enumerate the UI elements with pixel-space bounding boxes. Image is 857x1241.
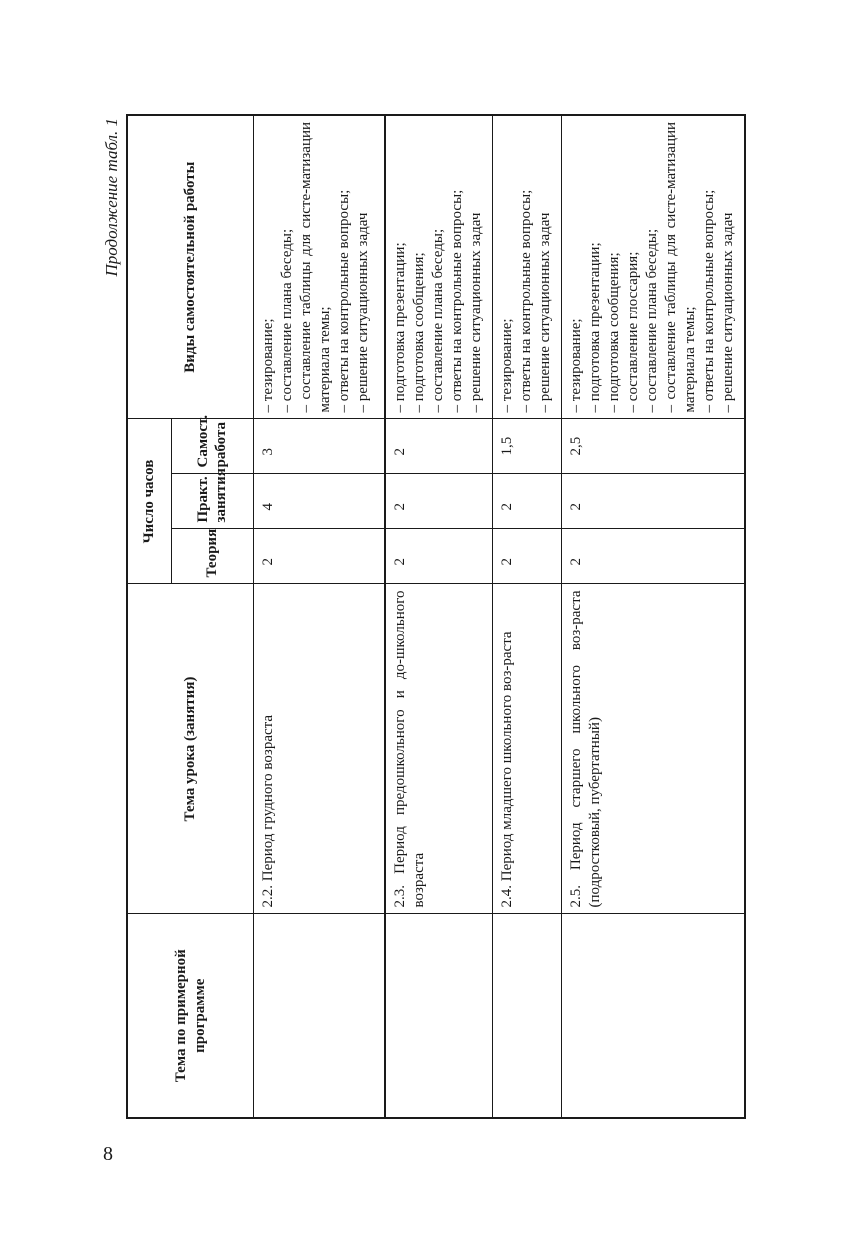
cell-prakt: 2 xyxy=(385,474,493,529)
table-row xyxy=(254,115,386,1118)
header-tema: Тема по примерной программе xyxy=(127,914,254,1118)
list-item: – решение ситуационных задач xyxy=(355,212,371,413)
list-item: – тезирование; xyxy=(499,318,515,413)
list-item: – составление таблицы для систе-матизации материала темы; xyxy=(663,121,698,413)
cell-teoria: 2 xyxy=(385,529,493,584)
work-list xyxy=(567,122,738,413)
list-item: – составление глоссария; xyxy=(625,251,641,413)
table-caption: Продолжение табл. 1 xyxy=(102,118,121,277)
header-samost: Самост. работа xyxy=(172,419,254,474)
cell-vidy xyxy=(562,115,746,419)
cell-teoria: 2 xyxy=(493,529,562,584)
cell-vidy xyxy=(493,115,562,419)
cell-teoria: 2 xyxy=(562,529,746,584)
list-item: – ответы на контрольные вопросы; xyxy=(449,189,465,413)
cell-vidy xyxy=(385,115,493,419)
cell-samost: 2 xyxy=(385,419,493,474)
list-item: – тезирование; xyxy=(260,318,276,413)
cell-samost: 2,5 xyxy=(562,419,746,474)
table-row xyxy=(385,115,493,1118)
cell-teoria: 2 xyxy=(254,529,386,584)
cell-urok: 2.5. Период старшего школьного воз-раста (подростковый, пубертатный) xyxy=(562,584,746,914)
cell-tema xyxy=(493,914,562,1118)
header-urok: Тема урока (занятия) xyxy=(127,584,254,914)
table-row xyxy=(562,115,746,1118)
list-item: – составление таблицы для систе-матизации материала темы; xyxy=(298,121,333,413)
list-item: – составление плана беседы; xyxy=(430,228,446,413)
work-list xyxy=(498,122,555,413)
header-row-top xyxy=(127,115,172,1118)
cell-vidy xyxy=(254,115,386,419)
header-prakt: Практ. занятия xyxy=(172,474,254,529)
list-item: – составление плана беседы; xyxy=(644,228,660,413)
header-vidy: Виды самостоятельной работы xyxy=(127,115,254,419)
curriculum-table xyxy=(126,114,746,1119)
header-teoria: Теория xyxy=(172,529,254,584)
cell-prakt: 2 xyxy=(562,474,746,529)
header-hours-group: Число часов xyxy=(127,419,172,584)
list-item: – составление плана беседы; xyxy=(279,228,295,413)
list-item: – подготовка презентации; xyxy=(587,242,603,413)
list-item: – подготовка презентации; xyxy=(392,242,408,413)
page-number: 8 xyxy=(103,1143,113,1165)
work-list xyxy=(259,122,373,413)
cell-urok: 2.2. Период грудного возраста xyxy=(254,584,386,914)
cell-tema xyxy=(254,914,386,1118)
cell-tema xyxy=(385,914,493,1118)
cell-tema xyxy=(562,914,746,1118)
table-row xyxy=(493,115,562,1118)
cell-prakt: 4 xyxy=(254,474,386,529)
list-item: – ответы на контрольные вопросы; xyxy=(701,189,717,413)
work-list xyxy=(391,122,486,413)
list-item: – подготовка сообщения; xyxy=(411,252,427,413)
list-item: – решение ситуационных задач xyxy=(720,212,736,413)
cell-urok: 2.4. Период младшего школьного воз-раста xyxy=(493,584,562,914)
list-item: – тезирование; xyxy=(568,318,584,413)
list-item: – решение ситуационных задач xyxy=(468,212,484,413)
list-item: – подготовка сообщения; xyxy=(606,252,622,413)
cell-urok: 2.3. Период предошкольного и до-школьного возраста xyxy=(385,584,493,914)
cell-samost: 1,5 xyxy=(493,419,562,474)
list-item: – решение ситуационных задач xyxy=(537,212,553,413)
list-item: – ответы на контрольные вопросы; xyxy=(518,189,534,413)
cell-samost: 3 xyxy=(254,419,386,474)
rotated-page-content xyxy=(100,116,768,1119)
list-item: – ответы на контрольные вопросы; xyxy=(336,189,352,413)
cell-prakt: 2 xyxy=(493,474,562,529)
